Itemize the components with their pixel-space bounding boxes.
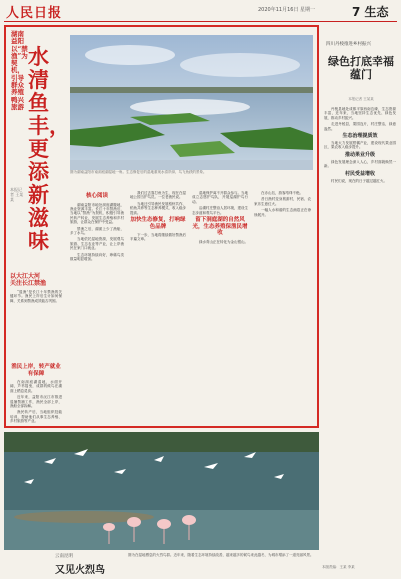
right-subhead-1: 生态治理提质效 <box>342 133 378 140</box>
right-article <box>322 25 398 429</box>
right-subhead-2: 推动果业升级 <box>344 151 375 158</box>
bottom-headline: 又见火烈鸟 <box>55 565 105 576</box>
paragraph: 在赤山岛，游客络绎不绝。 <box>261 191 303 195</box>
subhead-3: 留下洞庭湖的自然风光，生态养殖保渔民增收 <box>192 217 248 237</box>
column-2 <box>70 191 124 426</box>
column-4 <box>192 191 248 426</box>
info-box <box>10 273 62 357</box>
paragraph: 在南洞庭湖湿地，水面开阔，芦苇摇曳，成群的候鸟在湖面上栖息觅食。 <box>10 380 62 393</box>
page-section-label: 7 生态 <box>352 5 389 19</box>
column-5 <box>254 191 311 426</box>
info-title-1: 以大江大河 <box>10 273 41 280</box>
paragraph: 昔日渔村变身旅游村，民宿、农家乐生意红火。 <box>254 197 311 206</box>
right-byline: 本报记者 王某某 <box>348 97 374 101</box>
right-headline: 绿色打底幸福蕴门 <box>328 55 394 81</box>
feature-byline: 本报记者 王某某 <box>10 187 24 202</box>
paragraph: 绿水青山正在转化为金山银山。 <box>199 239 248 244</box>
masthead-rule <box>4 21 397 22</box>
flamingo-photo-svg <box>4 432 319 550</box>
info-body <box>10 290 62 350</box>
paragraph: 沿湖村庄整治人居环境，建设生态步道和观鸟平台。 <box>192 206 248 215</box>
column-1-lower <box>10 362 62 426</box>
paragraph: 一幅人水和谐的生态画卷正在徐徐展开。 <box>254 208 311 217</box>
lead-head: 核心阅读 <box>85 193 108 199</box>
paragraph: 走进丹棱县，果园连片，村庄整洁，绿意盎然。 <box>324 122 396 131</box>
feature-kicker: 湖南益阳以“禁渔”为契机，引导群众养殖鸭兴旅游 <box>11 30 28 111</box>
paragraph: 湿地保护离不开群众参与。当地成立志愿护鸟队，开展巡湖护鸟行动。 <box>192 191 248 204</box>
paragraph: 渔民转产后，当地组织技能培训，帮助他们从事生态养殖、乡村旅游等产业。 <box>10 410 62 424</box>
lead-paragraph: 湖南益阳市地处洞庭湖腹地，渔业资源丰富。长江十年禁渔后，当地以“禁渔”为契机，积极引导渔民转产转业，发展生态养殖和乡村旅游，让群众在保护中受益。 <box>70 202 124 225</box>
wetland-photo-svg <box>70 35 313 170</box>
paragraph: 禁渔之后，湖面上少了渔船，多了水鸟。 <box>70 226 124 235</box>
paragraph: 下一步，当地将继续做好禁渔后半篇文章。 <box>130 233 186 242</box>
info-title-2: 关注长江禁渔 <box>10 280 47 287</box>
feature-article <box>4 25 319 428</box>
issue-date: 2020年11月16日 星期一 <box>258 7 316 13</box>
photo-caption: 图为湖南益阳市南洞庭湖湿地一角。生态修复后的湿地重现水清岸绿、鸟飞鱼跃的景象。 <box>70 170 207 174</box>
paragraph: 近年来，益阳市沅江市推进退捕禁捕工作，渔民全部上岸，渔船全部拆解。 <box>10 395 62 409</box>
paragraph: 我们过去靠打鱼为生，现在在湿地公园当护鸟员。一位老渔民说。 <box>130 191 186 200</box>
flamingo-photo <box>4 432 319 550</box>
subhead-2: 加快生态修复，打响绿色品牌 <box>130 217 186 230</box>
masthead <box>0 0 401 22</box>
newspaper-logo: 人民日报 <box>6 6 63 21</box>
paragraph: 当地依托湿地资源，发展观鸟旅游、生态农业等产业，让上岸渔民在家门口就业。 <box>70 237 124 251</box>
right-kicker: 四川丹棱推进乡村振兴 <box>326 42 371 47</box>
paragraph: 丹棱县地处成都平原西南边缘，生态资源丰富，近年来，当地坚持生态优先、绿色发展，推动乡村振兴。 <box>324 107 396 120</box>
paragraph: 生态环境持续向好，珍稀鸟类数量明显增加。 <box>70 252 124 261</box>
paragraph: 村民们说，现在的日子越过越红火。 <box>331 178 387 183</box>
column-3 <box>130 191 186 426</box>
paragraph: 绿色发展理念深入人心，乡村面貌焕然一新。 <box>324 159 396 169</box>
feature-headline: 水清鱼丰，更添新滋味 <box>28 44 70 253</box>
right-body <box>324 107 396 427</box>
paragraph: 当地大力发展柑橘产业，建设现代果业园区，果农收入稳步提升。 <box>324 141 396 150</box>
bottom-caption: 图为在湿地栖息的火烈鸟群。近年来，随着生态环境持续改善，越来越多的候鸟来此越冬，为城市增添了一道亮丽风景。 <box>128 553 314 557</box>
bottom-kicker: 云南昆明 <box>55 554 73 559</box>
paragraph: 当地还引导渔民发展稻虾共作、稻鱼共养等生态种养模式，收入稳步提高。 <box>130 201 186 215</box>
page-footer: 本版责编：王某 李某 <box>322 565 355 569</box>
wetland-photo <box>70 35 313 170</box>
info-paragraph: “退渔”是长江十年禁渔的关键环节。渔民上岸后生计如何保障，关系到禁渔成效能否巩固。 <box>10 290 62 303</box>
right-subhead-3: 村民受益增收 <box>344 170 375 177</box>
subhead-1: 渔民上岸，转产就业有保障 <box>11 364 61 377</box>
